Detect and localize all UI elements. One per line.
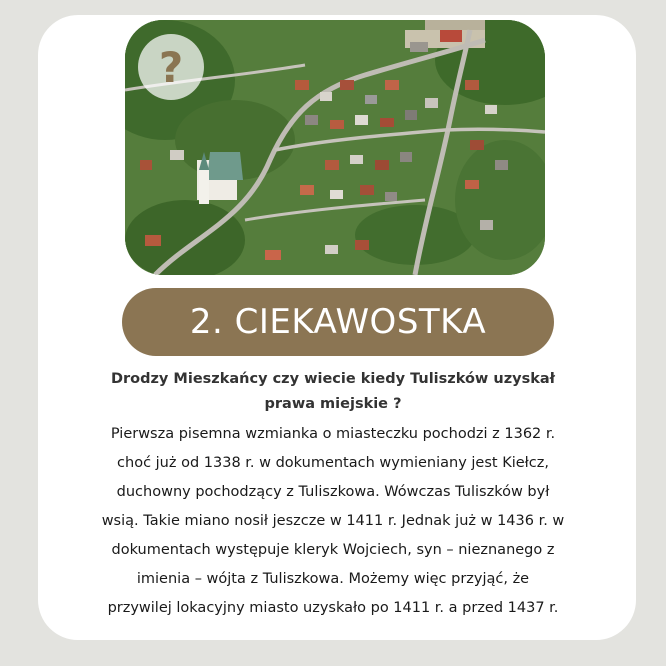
body-line: imienia – wójta z Tuliszkowa. Możemy więc przyjąć, że — [136, 571, 530, 587]
body-line: duchowny pochodzący z Tuliszkowa. Wówczas Tuliszków był — [116, 484, 550, 500]
body-line: dokumentach występuje kleryk Wojciech, syn – nieznanego z — [111, 542, 555, 558]
question-mark-icon — [138, 34, 204, 100]
question-line: Drodzy Mieszkańcy czy wiecie kiedy Tuliszków uzyskał — [110, 371, 556, 387]
title-banner — [122, 288, 554, 356]
body-line: choć już od 1338 r. w dokumentach wymieniany jest Kiełcz, — [117, 455, 549, 471]
body-line: przywilej lokacyjny miasto uzyskało po 1411 r. a przed 1437 r. — [107, 600, 559, 616]
body-line: Pierwsza pisemna wzmianka o miasteczku pochodzi z 1362 r. — [110, 426, 556, 442]
card-title: 2. CIEKAWOSTKA — [189, 302, 487, 342]
body-line: wsią. Takie miano nosił jeszcze w 1411 r. Jednak już w 1436 r. w — [101, 513, 565, 529]
question-text — [100, 367, 566, 417]
body-paragraph — [96, 420, 570, 623]
question-line: prawa miejskie ? — [264, 396, 402, 412]
question-mark-glyph: ? — [158, 42, 184, 92]
